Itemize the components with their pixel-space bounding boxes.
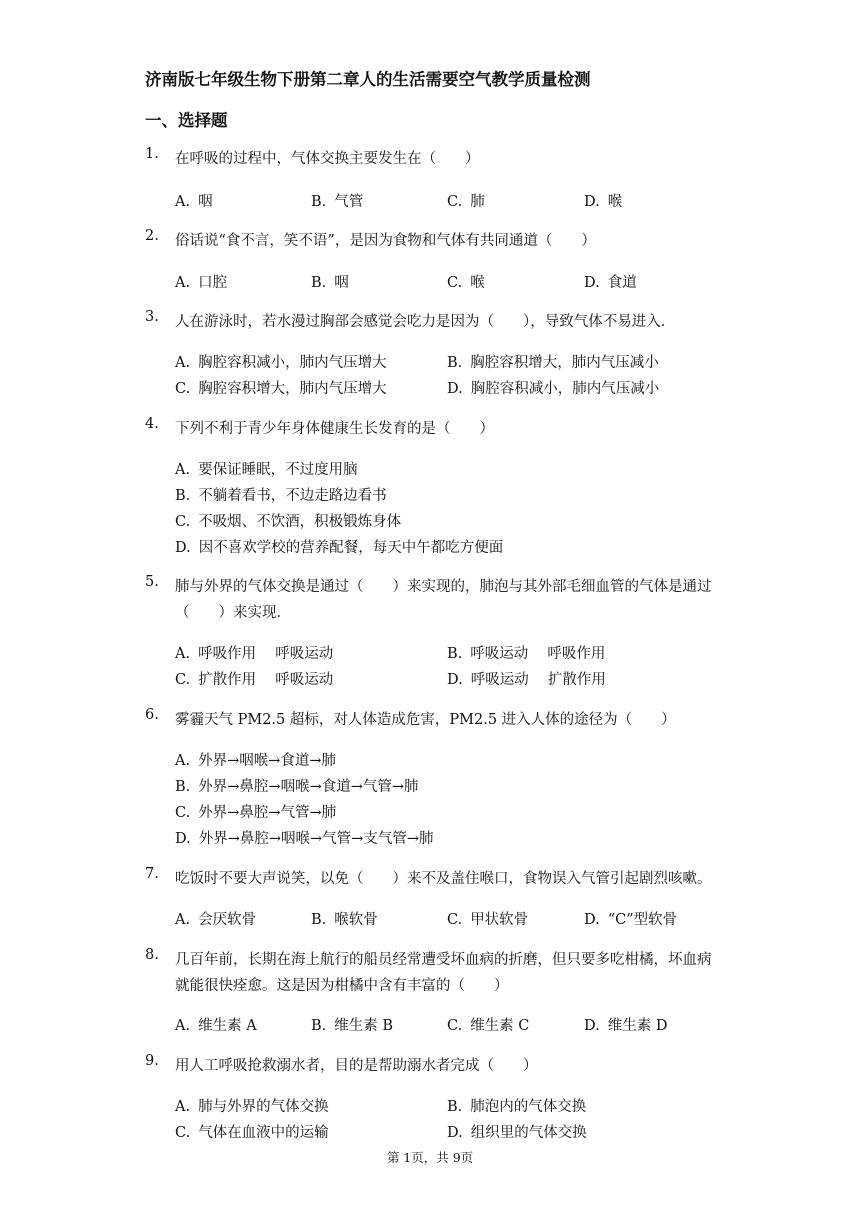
option-b[interactable]: B. 外界→鼻腔→咽喉→食道→气管→肺: [175, 779, 419, 795]
option-b[interactable]: B. 不躺着看书，不边走路边看书: [175, 488, 387, 504]
option-d[interactable]: D. 因不喜欢学校的营养配餐，每天中午都吃方便面: [175, 540, 504, 556]
question-text: 用人工呼吸抢救溺水者，目的是帮助溺水者完成（ ）: [175, 1058, 538, 1074]
page-title: 济南版七年级生物下册第二章人的生活需要空气教学质量检测: [145, 70, 591, 89]
option-c[interactable]: C. 喉: [447, 275, 485, 291]
option-d[interactable]: D. 组织里的气体交换: [447, 1125, 587, 1141]
question-text: 俗话说“食不言，笑不语”，是因为食物和气体有共同通道（ ）: [175, 233, 596, 249]
option-d[interactable]: D. 喉: [584, 194, 623, 210]
question-number: 8.: [145, 947, 159, 963]
question-text: 下列不利于青少年身体健康生长发育的是（ ）: [175, 421, 494, 437]
option-a[interactable]: A. 要保证睡眠，不过度用脑: [175, 462, 358, 478]
option-b[interactable]: B. 维生素 B: [311, 1018, 394, 1034]
question-number: 5.: [145, 574, 159, 590]
question-number: 7.: [145, 866, 159, 882]
option-b[interactable]: B. 肺泡内的气体交换: [447, 1099, 587, 1115]
question-text: 几百年前，长期在海上航行的船员经常遭受坏血病的折磨，但只要多吃柑橘，坏血病就能很快痊愈。这是因为柑橘中含有丰富的（ ）: [175, 952, 712, 994]
option-c[interactable]: C. 扩散作用 呼吸运动: [175, 672, 334, 688]
option-a[interactable]: A. 口腔: [175, 275, 228, 291]
option-d[interactable]: D. 呼吸运动 扩散作用: [447, 672, 606, 688]
question-text: 肺与外界的气体交换是通过（ ）来实现的，肺泡与其外部毛细血管的气体是通过（ ）来实现．: [175, 579, 712, 621]
question-text: 雾霾天气 PM2.5 超标，对人体造成危害，PM2.5 进入人体的途径为（ ）: [175, 712, 676, 728]
option-c[interactable]: C. 气体在血液中的运输: [175, 1125, 329, 1141]
option-b[interactable]: B. 喉软骨: [311, 912, 378, 928]
option-b[interactable]: B. 胸腔容积增大，肺内气压减小: [447, 355, 659, 371]
question-number: 6.: [145, 707, 159, 723]
option-b[interactable]: B. 呼吸运动 呼吸作用: [447, 646, 606, 662]
option-c[interactable]: C. 外界→鼻腔→气管→肺: [175, 805, 337, 821]
option-c[interactable]: C. 肺: [447, 194, 485, 210]
question-number: 9.: [145, 1053, 159, 1069]
option-c[interactable]: C. 甲状软骨: [447, 912, 529, 928]
question-text: 吃饭时不要大声说笑，以免（ ）来不及盖住喉口，食物误入气管引起剧烈咳嗽。: [175, 871, 712, 887]
question-text: 在呼吸的过程中，气体交换主要发生在（ ）: [175, 151, 480, 167]
option-a[interactable]: A. 呼吸作用 呼吸运动: [175, 646, 334, 662]
option-c[interactable]: C. 胸腔容积增大，肺内气压增大: [175, 381, 387, 397]
question-number: 3.: [145, 309, 159, 325]
option-a[interactable]: A. 咽: [175, 194, 213, 210]
option-b[interactable]: B. 咽: [311, 275, 349, 291]
option-d[interactable]: D. 维生素 D: [584, 1018, 668, 1034]
option-b[interactable]: B. 气管: [311, 194, 364, 210]
option-d[interactable]: D. 食道: [584, 275, 637, 291]
option-a[interactable]: A. 会厌软骨: [175, 912, 257, 928]
option-d[interactable]: D. “C”型软骨: [584, 912, 678, 928]
section-heading: 一、选择题: [145, 111, 228, 130]
question-number: 1.: [145, 146, 159, 162]
option-a[interactable]: A. 外界→咽喉→食道→肺: [175, 753, 337, 769]
option-d[interactable]: D. 外界→鼻腔→咽喉→气管→支气管→肺: [175, 831, 434, 847]
question-text: 人在游泳时，若水漫过胸部会感觉会吃力是因为（ ），导致气体不易进入．: [175, 314, 676, 330]
page-footer: 第 1页，共 9页: [386, 1150, 474, 1165]
question-number: 2.: [145, 228, 159, 244]
option-a[interactable]: A. 肺与外界的气体交换: [175, 1099, 329, 1115]
question-number: 4.: [145, 416, 159, 432]
option-d[interactable]: D. 胸腔容积减小，肺内气压减小: [447, 381, 660, 397]
option-a[interactable]: A. 胸腔容积减小，肺内气压增大: [175, 355, 387, 371]
option-c[interactable]: C. 维生素 C: [447, 1018, 530, 1034]
option-a[interactable]: A. 维生素 A: [175, 1018, 257, 1034]
option-c[interactable]: C. 不吸烟、不饮酒，积极锻炼身体: [175, 514, 402, 530]
